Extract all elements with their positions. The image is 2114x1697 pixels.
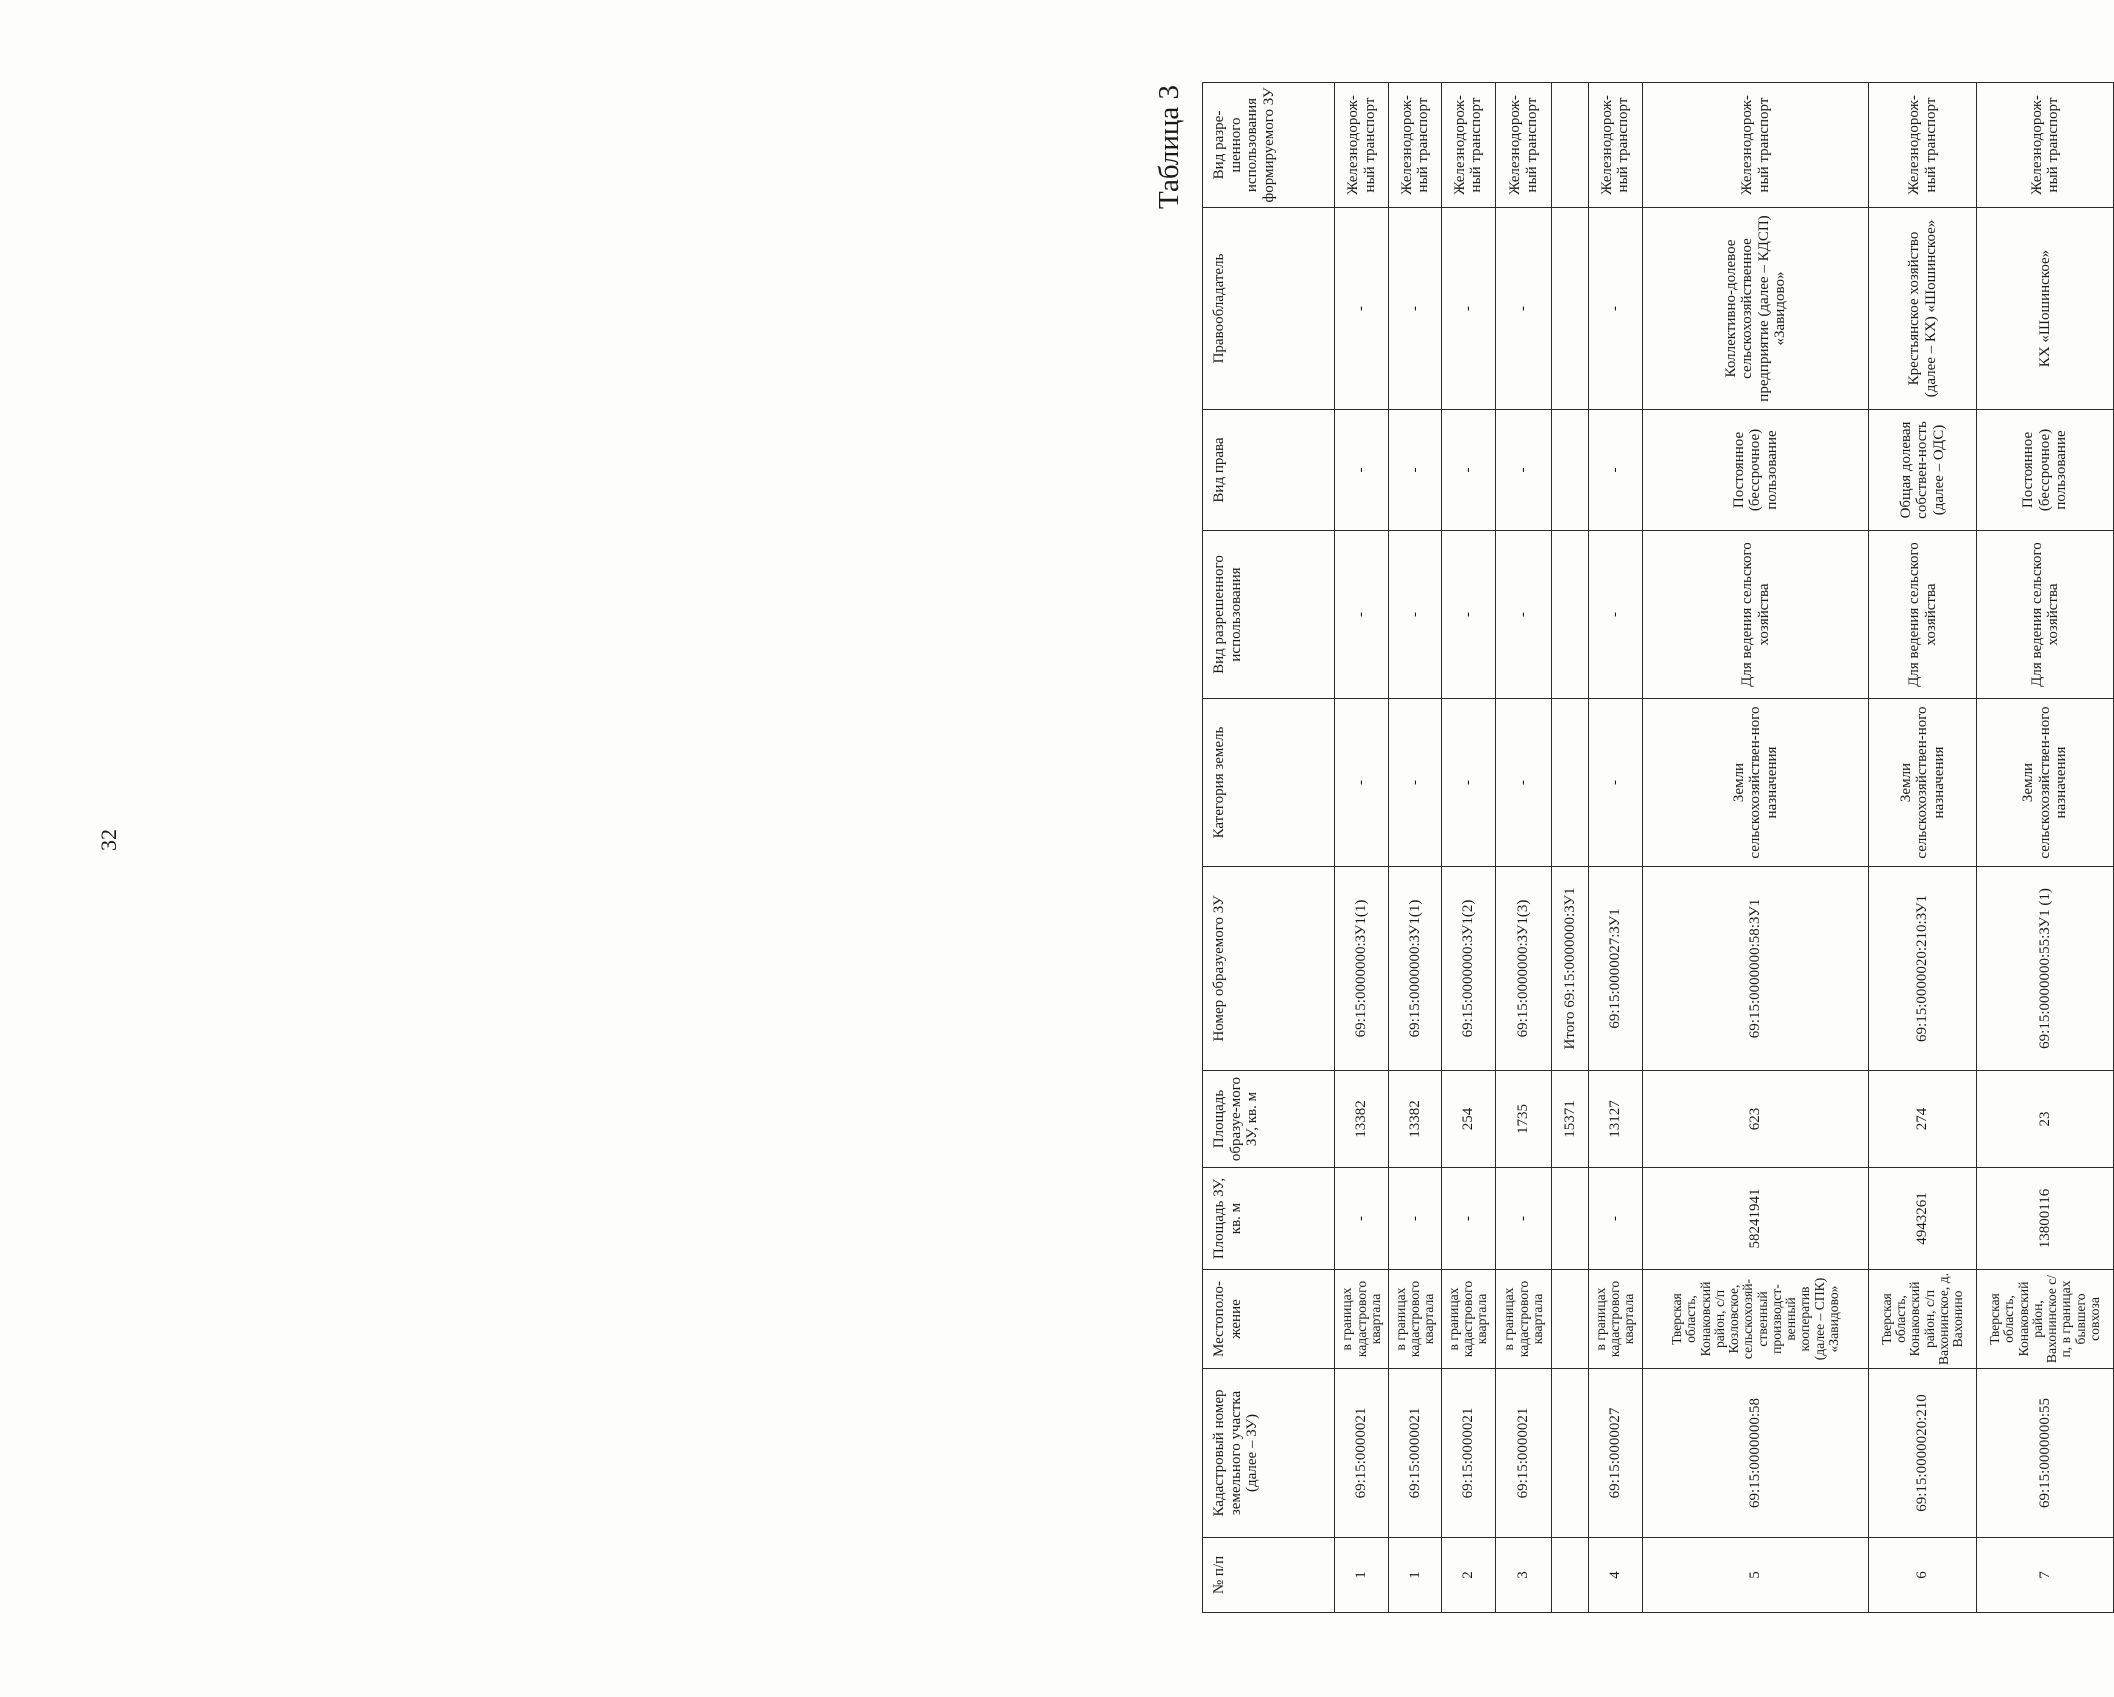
cell-area: - (1389, 1168, 1441, 1270)
cell-new-number: 69:15:0000000:ЗУ1(1) (1335, 867, 1389, 1071)
cell-new-area: 623 (1642, 1071, 1868, 1168)
cell-area: - (1588, 1168, 1642, 1270)
table-row (1441, 83, 1495, 1613)
cell-category: - (1335, 699, 1389, 867)
header-cell: Местополо-жение (1203, 1270, 1335, 1369)
header-cell: Вид разре-шенного использования формируемого ЗУ (1203, 83, 1335, 208)
cell-cadastral: 69:15:0000021 (1441, 1369, 1495, 1538)
cell-permitted-use: - (1389, 531, 1441, 699)
table-row (1977, 83, 2114, 1613)
cell-new-use: Железнодорож-ный транспорт (1335, 83, 1389, 208)
cell-num: 7 (1977, 1538, 2114, 1613)
cell-holder: - (1389, 208, 1441, 410)
cell-category: - (1588, 699, 1642, 867)
table-row (1642, 83, 1868, 1613)
cell-num: 5 (1642, 1538, 1868, 1613)
cell-category: - (1389, 699, 1441, 867)
cell-location (1552, 1270, 1588, 1369)
cell-right: Общая долевая собствен-ность (далее – ОДС) (1869, 410, 1977, 531)
cell-permitted-use: Для ведения сельского хозяйства (1869, 531, 1977, 699)
cell-cadastral (1552, 1369, 1588, 1538)
cell-new-number: 69:15:0000000:ЗУ1(3) (1496, 867, 1552, 1071)
cell-location: в границах кадастрового квартала (1588, 1270, 1642, 1369)
cell-holder: - (1588, 208, 1642, 410)
cell-holder: - (1335, 208, 1389, 410)
cell-right: - (1441, 410, 1495, 531)
cell-location: в границах кадастрового квартала (1335, 1270, 1389, 1369)
cell-new-area: 13382 (1389, 1071, 1441, 1168)
cell-holder: - (1441, 208, 1495, 410)
cell-area: - (1335, 1168, 1389, 1270)
land-plots-table (1202, 82, 2114, 1613)
cell-permitted-use: - (1335, 531, 1389, 699)
cell-right: - (1588, 410, 1642, 531)
cell-cadastral: 69:15:0000020:210 (1869, 1369, 1977, 1538)
header-cell: Номер образуемого ЗУ (1203, 867, 1335, 1071)
cell-new-area: 274 (1869, 1071, 1977, 1168)
table-row (1496, 83, 1552, 1613)
cell-new-area: 23 (1977, 1071, 2114, 1168)
cell-right: - (1389, 410, 1441, 531)
cell-permitted-use: - (1588, 531, 1642, 699)
cell-new-use: Железнодорож-ный транспорт (1869, 83, 1977, 208)
header-cell: Кадастровый номер земельного участка (далее – ЗУ) (1203, 1369, 1335, 1538)
cell-right: Постоянное (бессрочное) пользование (1642, 410, 1868, 531)
cell-new-use: Железнодорож-ный транспорт (1389, 83, 1441, 208)
cell-num: 2 (1441, 1538, 1495, 1613)
table-row (1869, 83, 1977, 1613)
header-cell: Площадь ЗУ, кв. м (1203, 1168, 1335, 1270)
header-cell: Категория земель (1203, 699, 1335, 867)
cell-new-use: Железнодорож-ный транспорт (1642, 83, 1868, 208)
cell-location: Тверская область, Конаковский район, с/п Вахонинское, д. Вахонино (1869, 1270, 1977, 1369)
cell-category: - (1496, 699, 1552, 867)
cell-new-number: 69:15:0000000:ЗУ1(2) (1441, 867, 1495, 1071)
table-row (1389, 83, 1441, 1613)
cell-permitted-use: Для ведения сельского хозяйства (1977, 531, 2114, 699)
header-cell: Площадь образуе-мого ЗУ, кв. м (1203, 1071, 1335, 1168)
rotated-table-page (1136, 83, 2114, 1613)
cell-num: 4 (1588, 1538, 1642, 1613)
cell-category: Земли сельскохозяйствен-ного назначения (1869, 699, 1977, 867)
cell-new-area: 1735 (1496, 1071, 1552, 1168)
cell-area: - (1496, 1168, 1552, 1270)
cell-new-area: 13127 (1588, 1071, 1642, 1168)
cell-new-use (1552, 83, 1588, 208)
cell-location: в границах кадастрового квартала (1496, 1270, 1552, 1369)
cell-num (1552, 1538, 1588, 1613)
cell-location: Тверская область, Конаковский район, Вахонинское с/п, в границах бывшего совхоза (1977, 1270, 2114, 1369)
cell-new-use: Железнодорож-ный транспорт (1496, 83, 1552, 208)
cell-cadastral: 69:15:0000021 (1389, 1369, 1441, 1538)
cell-area: - (1441, 1168, 1495, 1270)
cell-area: 13800116 (1977, 1168, 2114, 1270)
cell-cadastral: 69:15:0000000:58 (1642, 1369, 1868, 1538)
cell-num: 1 (1335, 1538, 1389, 1613)
cell-cadastral: 69:15:0000000:55 (1977, 1369, 2114, 1538)
cell-category: - (1441, 699, 1495, 867)
cell-permitted-use: - (1441, 531, 1495, 699)
cell-area (1552, 1168, 1588, 1270)
cell-holder: - (1496, 208, 1552, 410)
table-row (1335, 83, 1389, 1613)
cell-holder: КХ «Шошинское» (1977, 208, 2114, 410)
cell-new-use: Железнодорож-ный транспорт (1441, 83, 1495, 208)
cell-num: 3 (1496, 1538, 1552, 1613)
header-cell: Вид разрешенного использования (1203, 531, 1335, 699)
table-header-row (1203, 83, 1335, 1613)
table-row (1588, 83, 1642, 1613)
cell-location: Тверская область, Конаковский район, с/п Козловское, сельскохозяй-ственный производст-венный кооператив (далее – СПК) «Завидово» (1642, 1270, 1868, 1369)
cell-num: 6 (1869, 1538, 1977, 1613)
cell-new-area: 13382 (1335, 1071, 1389, 1168)
cell-right: - (1335, 410, 1389, 531)
header-cell: Правообладатель (1203, 208, 1335, 410)
page-number: 32 (96, 829, 121, 851)
cell-cadastral: 69:15:0000027 (1588, 1369, 1642, 1538)
cell-area: 58241941 (1642, 1168, 1868, 1270)
cell-location: в границах кадастрового квартала (1441, 1270, 1495, 1369)
cell-new-number: Итого 69:15:0000000:ЗУ1 (1552, 867, 1588, 1071)
cell-cadastral: 69:15:0000021 (1335, 1369, 1389, 1538)
cell-new-use: Железнодорож-ный транспорт (1977, 83, 2114, 208)
cell-location: в границах кадастрового квартала (1389, 1270, 1441, 1369)
cell-holder: Крестьянское хозяйство (далее – КХ) «Шошинское» (1869, 208, 1977, 410)
table-row-total (1552, 83, 1588, 1613)
cell-permitted-use: Для ведения сельского хозяйства (1642, 531, 1868, 699)
cell-category: Земли сельскохозяйствен-ного назначения (1977, 699, 2114, 867)
cell-holder: Коллективно-долевое сельскохозяйственное предприятие (далее – КДСП) «Завидово» (1642, 208, 1868, 410)
cell-new-number: 69:15:0000000:58:ЗУ1 (1642, 867, 1868, 1071)
cell-area: 4943261 (1869, 1168, 1977, 1270)
cell-cadastral: 69:15:0000021 (1496, 1369, 1552, 1538)
cell-new-number: 69:15:0000000:55:ЗУ1 (1) (1977, 867, 2114, 1071)
cell-permitted-use (1552, 531, 1588, 699)
cell-new-use: Железнодорож-ный транспорт (1588, 83, 1642, 208)
cell-num: 1 (1389, 1538, 1441, 1613)
cell-holder (1552, 208, 1588, 410)
header-cell: № п/п (1203, 1538, 1335, 1613)
cell-new-number: 69:15:0000020:210:ЗУ1 (1869, 867, 1977, 1071)
cell-new-area: 15371 (1552, 1071, 1588, 1168)
header-cell: Вид права (1203, 410, 1335, 531)
cell-new-number: 69:15:0000000:ЗУ1(1) (1389, 867, 1441, 1071)
cell-right: Постоянное (бессрочное) пользование (1977, 410, 2114, 531)
table-caption: Таблица 3 (1153, 85, 1185, 210)
cell-right (1552, 410, 1588, 531)
cell-right: - (1496, 410, 1552, 531)
cell-new-number: 69:15:0000027:ЗУ1 (1588, 867, 1642, 1071)
cell-new-area: 254 (1441, 1071, 1495, 1168)
cell-category (1552, 699, 1588, 867)
cell-category: Земли сельскохозяйствен-ного назначения (1642, 699, 1868, 867)
cell-permitted-use: - (1496, 531, 1552, 699)
